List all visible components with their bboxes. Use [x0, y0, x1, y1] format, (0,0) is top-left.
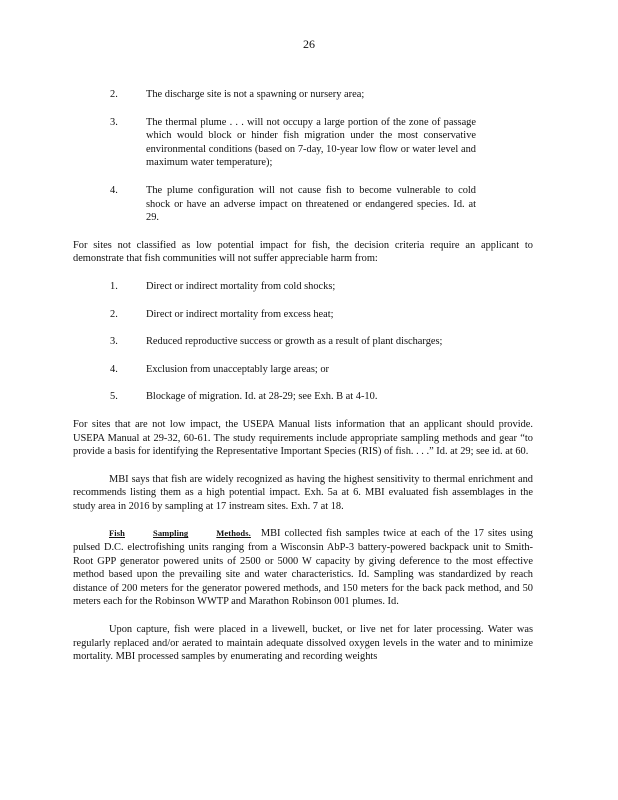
list-item-text: Direct or indirect mortality from excess heat;	[146, 308, 334, 320]
list-item	[73, 116, 533, 170]
list-item	[73, 280, 533, 294]
list-item	[73, 363, 533, 377]
list-item-number: 5.	[110, 391, 118, 403]
paragraph-fish-sampling	[73, 527, 533, 609]
list-item	[73, 88, 533, 102]
list-item-text: The plume configuration will not cause fish to become vulnerable to cold shock or have an adverse impact on threatened or endangered species. Id. at 29.	[146, 184, 476, 224]
document-body	[73, 88, 533, 678]
list-item-number: 2.	[110, 89, 118, 100]
paragraph-low-potential: For sites not classified as low potential impact for fish, the decision criteria require an applicant to demonstrate that fish communities will not suffer appreciable harm from:	[73, 239, 533, 265]
paragraph-not-low-impact: For sites that are not low impact, the USEPA Manual lists information that an applicant should provide. USEPA Manual at 29-32, 60-61. The study requirements include appropriate sampling methods and gear “to provide a basis for identifying the Representative Important Species (RIS) of fish. . . .” Id. at 29; see id. at 60.	[73, 418, 533, 458]
list-item	[73, 390, 533, 404]
heading-word: Fish	[109, 528, 125, 539]
heading-word: Methods.	[216, 528, 251, 539]
list-item	[73, 308, 533, 322]
list-item	[73, 335, 533, 349]
list-item-number: 3.	[110, 116, 118, 128]
list-item-text: Direct or indirect mortality from cold shocks;	[146, 280, 336, 292]
paragraph-mbi-says: MBI says that fish are widely recognized as having the highest sensitivity to thermal enrichment and recommends listing them as a high potential impact. Exh. 5a at 6. MBI evaluated fish assemblages in the study area in 2016 by sampling at 17 instream sites. Exh. 7 at 18.	[73, 473, 533, 512]
list-item-number: 1.	[110, 280, 118, 292]
criteria-list-low-potential	[73, 88, 533, 225]
heading-word: Sampling	[153, 528, 189, 539]
list-item-text: The thermal plume . . . will not occupy a large portion of the zone of passage which would block or hinder fish migration under the most conservative environmental conditions (based on 7-day, 10-year low flow or water level and maximum water temperature);	[146, 116, 476, 169]
list-item-text: Blockage of migration. Id. at 28-29; see Exh. B at 4-10.	[146, 391, 378, 403]
list-item-text: The discharge site is not a spawning or nursery area;	[146, 89, 365, 100]
list-item-number: 4.	[110, 363, 118, 375]
list-item-text: Reduced reproductive success or growth as a result of plant discharges;	[146, 336, 443, 348]
fish-sampling-heading	[109, 528, 251, 538]
list-item-number: 3.	[110, 336, 118, 348]
list-item-text: Exclusion from unacceptably large areas; or	[146, 363, 330, 375]
fish-sampling-text: MBI collected fish samples twice at each of the 17 sites using pulsed D.C. electrofishing units ranging from a Wisconsin AbP-3 battery-powered backpack unit to Smith-Root GPP generator powered units of 2500 or 5000 W capacity by giving deference to the most effective method based upon the prevailing site and water characteristics. Id. Sampling was standardized by reach distance of 200 meters for the generator powered methods, and 150 meters for the back pack method, and 50 meters each for the Robinson WWTP and Marathon Robinson 001 plumes. Id.	[73, 528, 533, 608]
paragraph-upon-capture: Upon capture, fish were placed in a livewell, bucket, or live net for later processing. Water was regularly replaced and/or aerated to maintain adequate dissolved oxygen levels in the water and to minimize mortality. MBI processed samples by enumerating and recording weights	[73, 624, 533, 663]
page-number: 26	[303, 37, 315, 51]
harm-criteria-list	[73, 280, 533, 404]
list-item	[73, 184, 533, 225]
list-item-number: 2.	[110, 308, 118, 320]
list-item-number: 4.	[110, 184, 118, 196]
